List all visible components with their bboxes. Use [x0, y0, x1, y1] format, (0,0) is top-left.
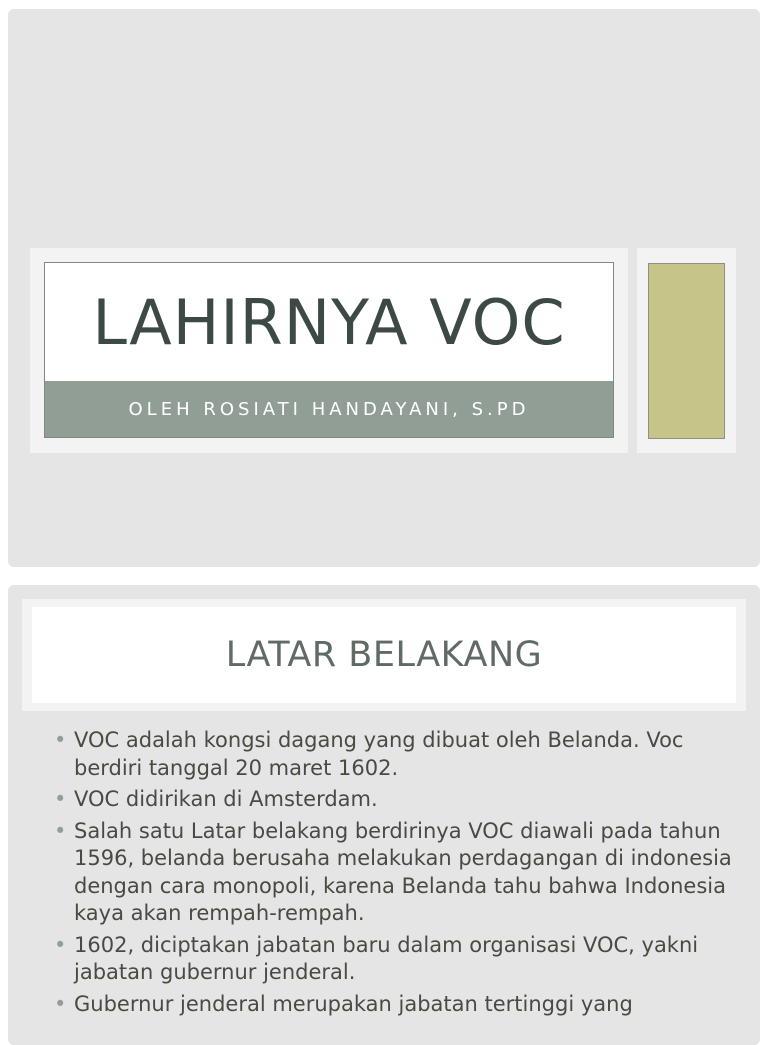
heading-frame	[22, 599, 746, 711]
slide-heading: LATAR BELAKANG	[225, 635, 543, 675]
bullet-text: Salah satu Latar belakang berdirinya VOC diawali pada tahun 1596, belanda berusaha melakukan perdagangan di indonesia dengan cara monopoli, karena Belanda tahu bahwa Indonesia kaya akan rempah-rempah.	[74, 818, 732, 925]
content-slide	[8, 585, 760, 1045]
bullet-icon: •	[54, 991, 67, 1016]
bullet-icon: •	[54, 787, 67, 811]
list-item	[52, 932, 732, 987]
bullet-text: 1602, diciptakan jabatan baru dalam organisasi VOC, yakni jabatan gubernur jenderal.	[74, 932, 699, 984]
title-slide	[8, 9, 760, 567]
accent-box	[648, 263, 725, 439]
bullet-icon: •	[54, 818, 67, 843]
bullet-text: VOC didirikan di Amsterdam.	[74, 787, 378, 811]
list-item	[52, 818, 732, 928]
slide-subtitle: OLEH ROSIATI HANDAYANI, S.PD	[128, 398, 530, 420]
slide-title: LAHIRNYA VOC	[92, 285, 566, 359]
list-item	[52, 786, 732, 814]
bullet-list	[52, 727, 732, 1022]
bullet-icon: •	[54, 728, 67, 752]
bullet-text: Gubernur jenderal merupakan jabatan tertinggi yang	[74, 991, 633, 1016]
list-item	[52, 727, 732, 782]
title-frame	[30, 248, 628, 453]
title-box	[44, 262, 614, 438]
bullet-text: VOC adalah kongsi dagang yang dibuat oleh Belanda. Voc berdiri tanggal 20 maret 1602.	[74, 728, 684, 780]
subtitle-band	[45, 381, 613, 437]
bullet-icon: •	[54, 932, 67, 957]
list-item	[52, 991, 732, 1019]
heading-box	[32, 607, 736, 703]
accent-frame	[637, 248, 736, 453]
